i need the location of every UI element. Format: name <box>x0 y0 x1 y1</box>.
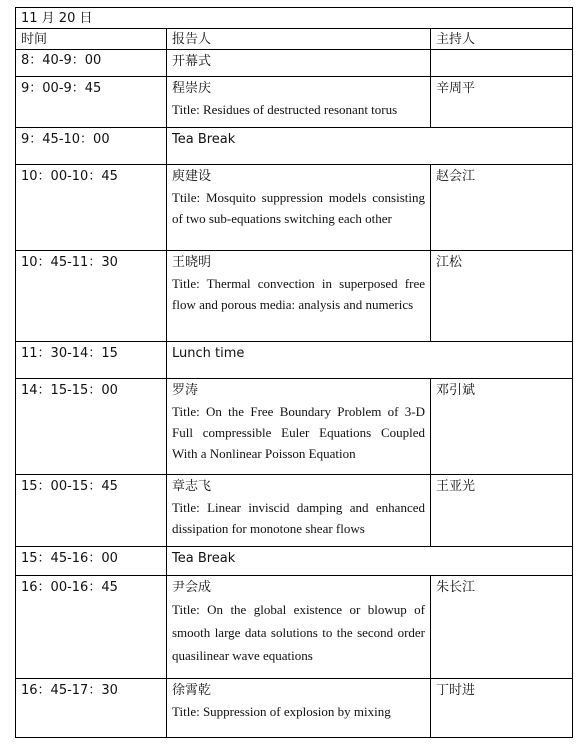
break-cell <box>167 342 573 379</box>
speaker-cell <box>167 576 431 679</box>
talk-title: Title: Suppression of explosion by mixing <box>172 704 391 719</box>
table-row <box>16 342 573 379</box>
time-cell <box>16 576 167 679</box>
talk-title: Ttile: Mosquito suppression models consisting of two sub-equations switching each other <box>172 190 425 226</box>
time-text: 15：00-15：45 <box>21 479 118 494</box>
header-speaker: 报告人 <box>167 29 431 50</box>
schedule-table <box>15 7 573 738</box>
speaker-name: 章志飞 <box>172 479 212 494</box>
host-cell <box>431 576 573 679</box>
time-cell <box>16 547 167 576</box>
time-text: 9：00-9：45 <box>21 81 102 96</box>
speaker-cell <box>167 679 431 738</box>
host-name: 王亚光 <box>436 479 476 494</box>
time-text: 11：30-14：15 <box>21 346 118 361</box>
host-cell <box>431 77 573 128</box>
talk-title: Title: On the global existence or blowup of smooth large data solutions to the second order quasilinear wave equations <box>172 602 425 663</box>
host-cell <box>431 379 573 475</box>
host-name: 江松 <box>436 255 463 270</box>
time-text: 16：45-17：30 <box>21 683 118 698</box>
table-row <box>16 475 573 547</box>
time-text: 9：45-10：00 <box>21 132 110 147</box>
date-cell: 11 月 20 日 <box>16 8 573 29</box>
table-row <box>16 379 573 475</box>
time-cell <box>16 128 167 165</box>
speaker-name: 罗涛 <box>172 383 199 398</box>
date-row <box>16 8 573 29</box>
host-cell <box>431 251 573 342</box>
time-text: 10：00-10：45 <box>21 169 118 184</box>
break-label: Lunch time <box>172 346 245 361</box>
host-cell <box>431 165 573 251</box>
speaker-cell <box>167 379 431 475</box>
header-time: 时间 <box>16 29 167 50</box>
header-host: 主持人 <box>431 29 573 50</box>
table-row <box>16 50 573 77</box>
time-cell <box>16 251 167 342</box>
time-cell <box>16 165 167 251</box>
talk-title: Title: Linear inviscid damping and enhanced dissipation for monotone shear flows <box>172 500 425 536</box>
table-row <box>16 576 573 679</box>
speaker-cell <box>167 251 431 342</box>
host-name: 丁时进 <box>436 683 476 698</box>
table-row <box>16 128 573 165</box>
speaker-name: 尹会成 <box>172 580 212 595</box>
talk-title: Title: Thermal convection in superposed free flow and porous media: analysis and numerics <box>172 276 425 312</box>
talk-title: Title: Residues of destructed resonant torus <box>172 102 398 117</box>
time-text: 14：15-15：00 <box>21 383 118 398</box>
table-row <box>16 547 573 576</box>
host-name: 邓引斌 <box>436 383 476 398</box>
host-cell <box>431 679 573 738</box>
time-cell <box>16 679 167 738</box>
header-row <box>16 29 573 50</box>
time-cell <box>16 77 167 128</box>
break-label: Tea Break <box>172 551 236 566</box>
time-text: 16：00-16：45 <box>21 580 118 595</box>
talk-title: Title: On the Free Boundary Problem of 3-D Full compressible Euler Equations Coupled With a Nonlinear Poisson Equation <box>172 404 425 461</box>
host-name: 朱长江 <box>436 580 476 595</box>
time-cell <box>16 342 167 379</box>
table-row <box>16 165 573 251</box>
speaker-cell <box>167 475 431 547</box>
speaker-cell <box>167 77 431 128</box>
break-cell <box>167 128 573 165</box>
speaker-cell <box>167 50 431 77</box>
table-row <box>16 77 573 128</box>
table-row <box>16 679 573 738</box>
host-name: 赵会江 <box>436 169 476 184</box>
time-text: 10：45-11：30 <box>21 255 118 270</box>
time-cell: 8：40-9：00 <box>16 50 167 77</box>
host-name: 辛周平 <box>436 81 476 96</box>
break-cell <box>167 547 573 576</box>
host-cell <box>431 475 573 547</box>
break-label: Tea Break <box>172 132 236 147</box>
time-cell <box>16 475 167 547</box>
speaker-name: 开幕式 <box>172 54 212 69</box>
speaker-name: 庾建设 <box>172 169 212 184</box>
time-cell <box>16 379 167 475</box>
host-cell <box>431 50 573 77</box>
speaker-name: 程崇庆 <box>172 81 212 96</box>
speaker-cell <box>167 165 431 251</box>
table-row <box>16 251 573 342</box>
time-text: 15：45-16：00 <box>21 551 118 566</box>
speaker-name: 徐霄乾 <box>172 683 212 698</box>
speaker-name: 王晓明 <box>172 255 212 270</box>
